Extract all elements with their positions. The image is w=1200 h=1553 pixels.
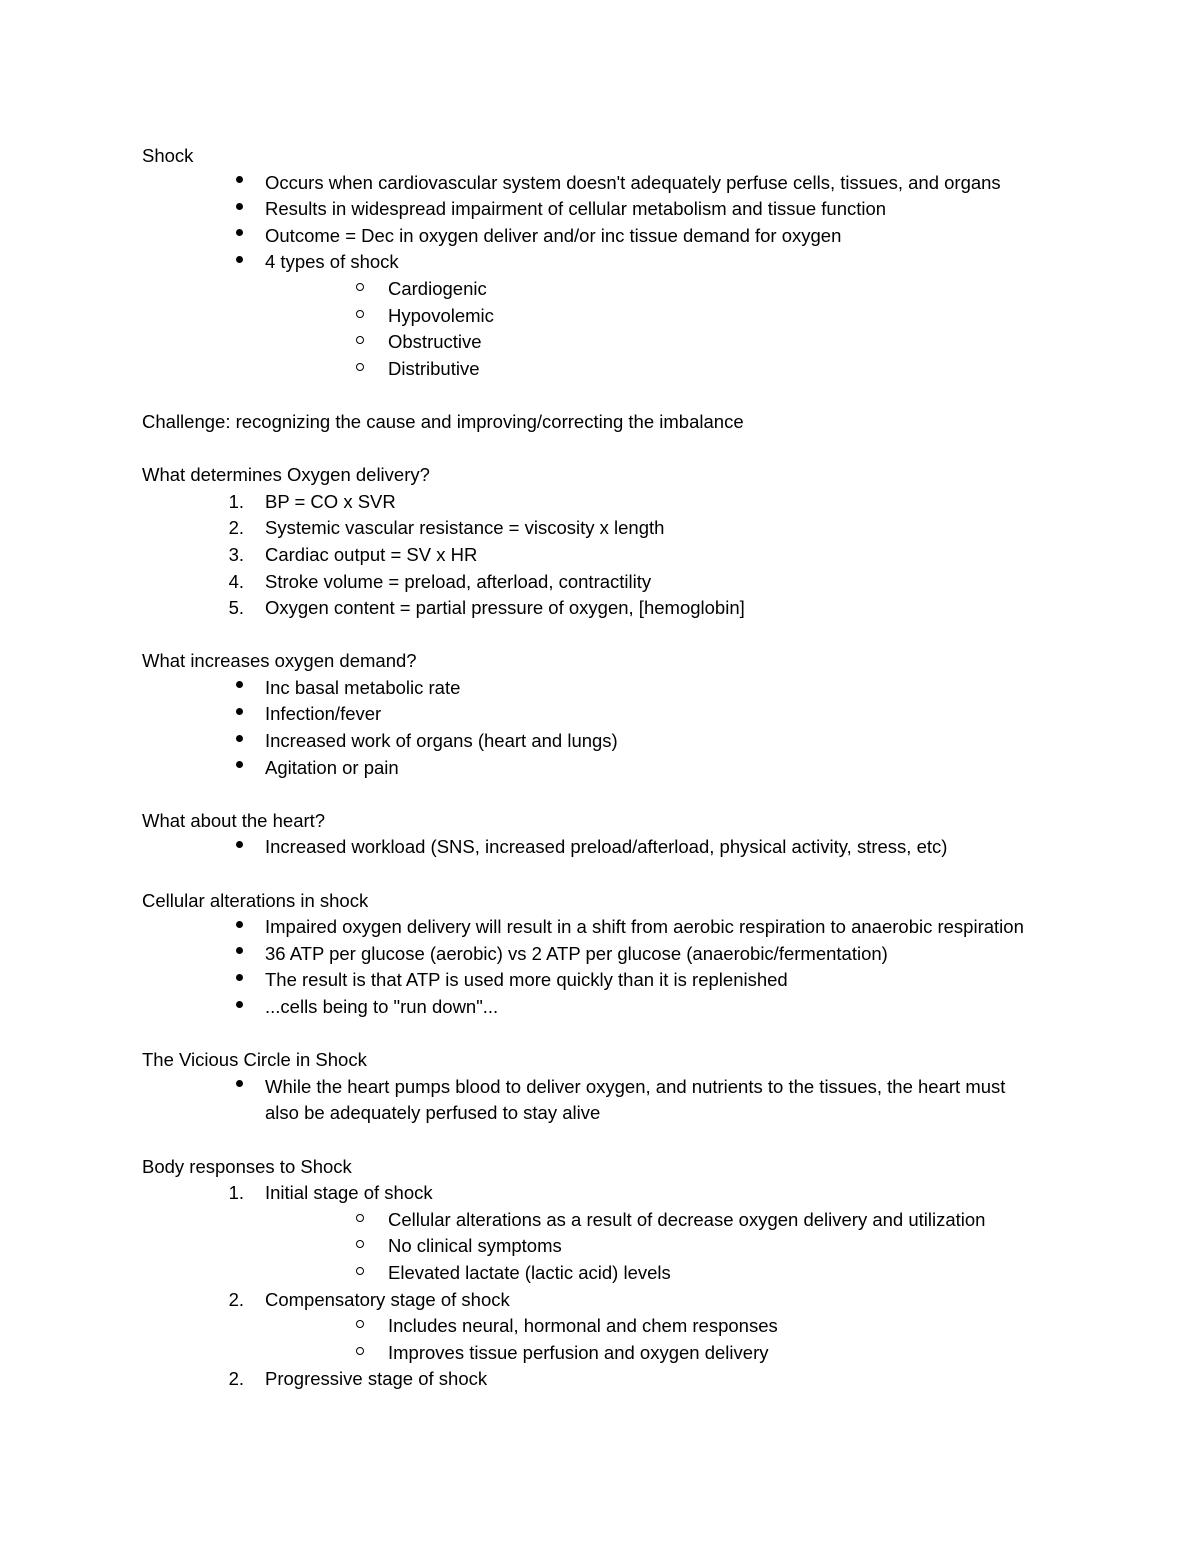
list-number: 3. — [228, 543, 244, 565]
bullet-dot-icon — [236, 256, 243, 263]
sub-list-item — [142, 1340, 1200, 1367]
sub-list-item-text: Improves tissue perfusion and oxygen delivery — [388, 1341, 769, 1363]
circle-bullet-icon — [345, 303, 375, 330]
circle-bullet-icon — [345, 1313, 375, 1340]
circle-bullet-icon — [345, 329, 375, 356]
list-number: 4. — [228, 570, 244, 592]
bullet-icon — [224, 941, 254, 968]
list-item — [142, 515, 1035, 542]
list-number: 1. — [228, 1182, 244, 1204]
list-item-text: Cardiac output = SV x HR — [265, 543, 478, 565]
section — [142, 808, 1200, 861]
list-number: 2. — [228, 517, 244, 539]
list-item — [142, 834, 1035, 861]
section — [142, 1154, 1200, 1393]
numbered-list — [142, 489, 1200, 622]
sub-list-item — [142, 303, 1200, 330]
section-heading: Challenge: recognizing the cause and improving/correcting the imbalance — [142, 410, 744, 432]
sub-list-item-text: Includes neural, hormonal and chem responses — [388, 1315, 778, 1337]
list-number: 5. — [228, 597, 244, 619]
list-item-text: Oxygen content = partial pressure of oxygen, [hemoglobin] — [265, 597, 745, 619]
hollow-circle-icon — [356, 283, 364, 291]
bullet-dot-icon — [236, 761, 243, 768]
sub-list-item-text: Distributive — [388, 357, 480, 379]
list-item-text: Inc basal metabolic rate — [265, 676, 461, 698]
list-item-text: Results in widespread impairment of cellular metabolism and tissue function — [265, 198, 887, 220]
hollow-circle-icon — [356, 363, 364, 371]
sub-list-item-text: Obstructive — [388, 331, 482, 353]
list-item-text: Increased work of organs (heart and lungs) — [265, 730, 618, 752]
list-item-text: Progressive stage of shock — [265, 1368, 488, 1390]
list-item — [142, 170, 1035, 197]
list-item-text: Agitation or pain — [265, 756, 399, 778]
list-item — [142, 196, 1035, 223]
sub-list-item — [142, 1207, 1200, 1234]
bullet-icon — [224, 967, 254, 994]
list-item — [142, 994, 1035, 1021]
list-item-text: Increased workload (SNS, increased preload/afterload, physical activity, stress, etc) — [265, 836, 948, 858]
bullet-icon — [224, 249, 254, 276]
bullet-icon — [224, 1074, 254, 1101]
bullet-list — [142, 834, 1200, 861]
bullet-dot-icon — [236, 841, 243, 848]
section-heading: What about the heart? — [142, 809, 326, 831]
bullet-dot-icon — [236, 1001, 243, 1008]
list-item-text: ...cells being to "run down"... — [265, 996, 499, 1017]
sub-list-item — [142, 1313, 1200, 1340]
bullet-dot-icon — [236, 176, 243, 183]
numbered-list — [142, 1180, 1200, 1393]
bullet-dot-icon — [236, 735, 243, 742]
list-number: 2. — [228, 1288, 244, 1310]
bullet-icon — [224, 170, 254, 197]
hollow-circle-icon — [356, 1214, 364, 1222]
list-item-text: Initial stage of shock — [265, 1182, 433, 1204]
list-item-text: The result is that ATP is used more quickly than it is replenished — [265, 969, 788, 991]
bullet-dot-icon — [236, 1080, 243, 1087]
list-item-text: Occurs when cardiovascular system doesn't adequately perfuse cells, tissues, and organs — [265, 171, 1001, 193]
sub-list-item-text: No clinical symptoms — [388, 1235, 562, 1257]
list-item-text: Systemic vascular resistance = viscosity x length — [265, 517, 665, 539]
list-item-text: Impaired oxygen delivery will result in a shift from aerobic respiration to anaerobic respiration — [265, 916, 1024, 938]
sub-list-item-text: Hypovolemic — [388, 304, 494, 326]
section — [142, 143, 1200, 382]
list-item-text: 4 types of shock — [265, 251, 399, 273]
sub-list-item-text: Cardiogenic — [388, 277, 487, 299]
bullet-dot-icon — [236, 229, 243, 236]
list-item — [142, 941, 1035, 968]
bullet-list — [142, 170, 1200, 383]
bullet-icon — [224, 728, 254, 755]
sub-list-item-text: Elevated lactate (lactic acid) levels — [388, 1261, 671, 1283]
hollow-circle-icon — [356, 1267, 364, 1275]
list-item-text: Compensatory stage of shock — [265, 1288, 510, 1310]
section-heading: Body responses to Shock — [142, 1155, 352, 1177]
list-item — [142, 595, 1035, 622]
list-item — [142, 675, 1035, 702]
sub-list-item — [142, 1233, 1200, 1260]
sub-list-item-text: Cellular alterations as a result of decrease oxygen delivery and utilization — [388, 1208, 986, 1230]
hollow-circle-icon — [356, 1347, 364, 1355]
bullet-dot-icon — [236, 681, 243, 688]
section — [142, 648, 1200, 781]
section — [142, 1047, 1200, 1127]
bullet-dot-icon — [236, 974, 243, 981]
list-item — [142, 569, 1035, 596]
bullet-icon — [224, 914, 254, 941]
list-item — [142, 914, 1035, 941]
list-item — [142, 1180, 1035, 1207]
sub-list-item — [142, 276, 1200, 303]
bullet-icon — [224, 834, 254, 861]
hollow-circle-icon — [356, 336, 364, 344]
circle-bullet-icon — [345, 276, 375, 303]
list-item-text: Infection/fever — [265, 703, 382, 725]
list-item-text: 36 ATP per glucose (aerobic) vs 2 ATP per glucose (anaerobic/fermentation) — [265, 942, 888, 964]
bullet-list — [142, 914, 1200, 1020]
list-item — [142, 755, 1035, 782]
list-item — [142, 489, 1035, 516]
bullet-list — [142, 1074, 1200, 1127]
bullet-dot-icon — [236, 921, 243, 928]
hollow-circle-icon — [356, 1320, 364, 1328]
circle-bullet-icon — [345, 1260, 375, 1287]
list-item — [142, 223, 1035, 250]
bullet-dot-icon — [236, 947, 243, 954]
circle-bullet-icon — [345, 1207, 375, 1234]
bullet-icon — [224, 223, 254, 250]
section — [142, 409, 1200, 436]
list-number: 1. — [228, 490, 244, 512]
bullet-icon — [224, 701, 254, 728]
list-item-text: While the heart pumps blood to deliver oxygen, and nutrients to the tissues, the heart must also be adequately perfused to stay alive — [265, 1075, 1006, 1124]
list-number: 2. — [228, 1368, 244, 1390]
sub-list-item — [142, 329, 1200, 356]
circle-bullet-icon — [345, 1233, 375, 1260]
list-item — [142, 967, 1035, 994]
bullet-dot-icon — [236, 203, 243, 210]
list-item-text: BP = CO x SVR — [265, 490, 396, 512]
section-heading: Cellular alterations in shock — [142, 889, 369, 911]
list-item-text: Outcome = Dec in oxygen deliver and/or inc tissue demand for oxygen — [265, 224, 842, 246]
bullet-dot-icon — [236, 708, 243, 715]
section — [142, 462, 1200, 622]
list-item — [142, 728, 1035, 755]
bullet-icon — [224, 675, 254, 702]
circle-bullet-icon — [345, 356, 375, 383]
list-item-text: Stroke volume = preload, afterload, contractility — [265, 570, 652, 592]
circle-bullet-icon — [345, 1340, 375, 1367]
list-item — [142, 1074, 1035, 1127]
section-heading: The Vicious Circle in Shock — [142, 1049, 367, 1071]
list-item — [142, 542, 1035, 569]
bullet-icon — [224, 994, 254, 1021]
bullet-icon — [224, 196, 254, 223]
list-item — [142, 249, 1035, 276]
section-heading: What increases oxygen demand? — [142, 650, 417, 672]
bullet-list — [142, 675, 1200, 781]
section — [142, 888, 1200, 1021]
list-item — [142, 701, 1035, 728]
bullet-icon — [224, 755, 254, 782]
sub-list-item — [142, 1260, 1200, 1287]
section-heading: What determines Oxygen delivery? — [142, 464, 430, 486]
list-item — [142, 1287, 1035, 1314]
list-item — [142, 1366, 1035, 1393]
hollow-circle-icon — [356, 1240, 364, 1248]
section-heading: Shock — [142, 145, 194, 166]
hollow-circle-icon — [356, 310, 364, 318]
sub-list-item — [142, 356, 1200, 383]
